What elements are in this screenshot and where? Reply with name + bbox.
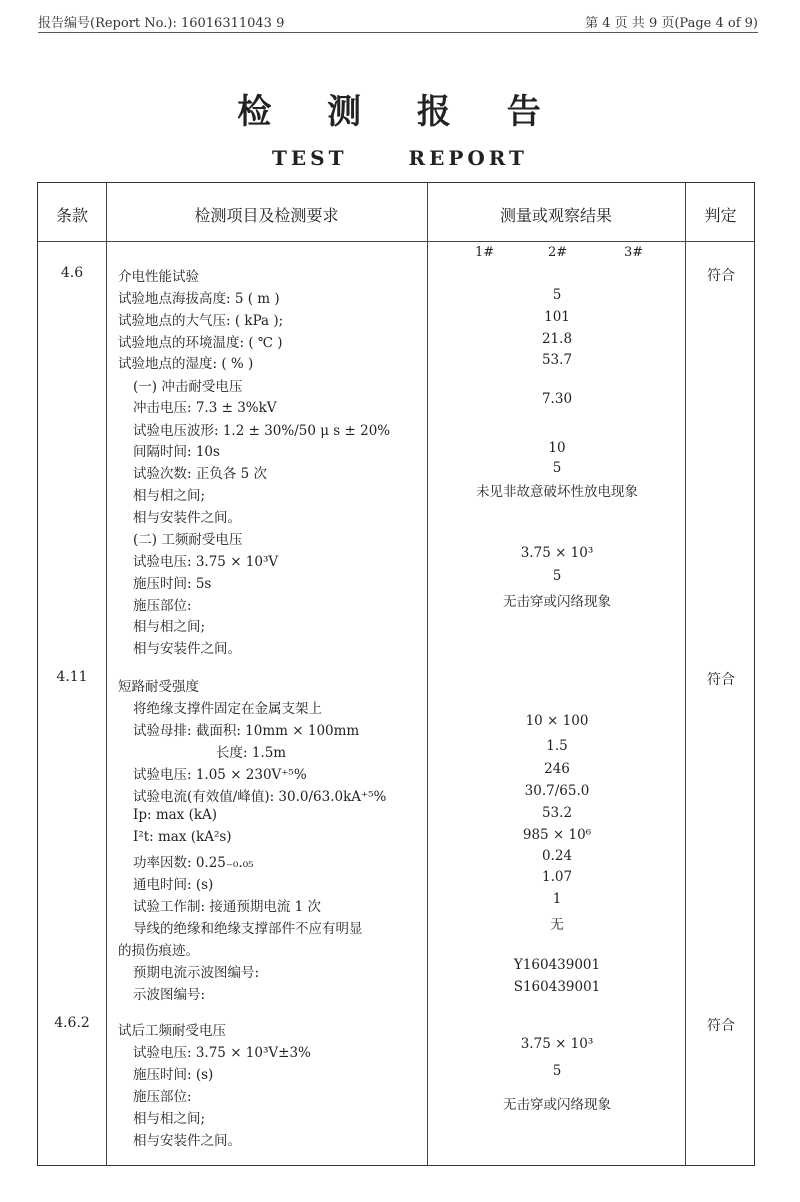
result-value: 10: [548, 440, 566, 456]
clause-number: 4.6.2: [54, 1015, 90, 1031]
requirement-line: 试验电流(有效值/峰值): 30.0/63.0kA⁺⁵%: [133, 789, 387, 805]
section-heading: 短路耐受强度: [118, 679, 199, 695]
column-divider: [106, 183, 107, 1165]
sample-header-3: 3#: [624, 245, 644, 260]
requirement-line: 试验电压: 1.05 × 230V⁺⁵%: [133, 767, 307, 783]
requirement-line: 相与相之间;: [133, 1111, 206, 1127]
requirement-line: 相与安装件之间。: [133, 510, 241, 526]
page-indicator: 第 4 页 共 9 页(Page 4 of 9): [585, 16, 758, 31]
requirement-line: 试验地点的大气压: ( kPa );: [118, 313, 284, 329]
requirement-line: 试验地点的环境温度: ( ℃ ): [118, 335, 283, 351]
header-row-divider: [38, 241, 754, 242]
sample-header-1: 1#: [475, 245, 495, 260]
requirement-line: 预期电流示波图编号:: [133, 965, 260, 981]
result-value: 3.75 × 10³: [520, 545, 594, 561]
result-value: 1.07: [541, 869, 573, 885]
result-value: 7.30: [541, 391, 573, 407]
requirement-line: Ip: max (kA): [133, 807, 218, 823]
requirement-line: I²t: max (kA²s): [133, 829, 232, 845]
requirement-line: 示波图编号:: [133, 987, 206, 1003]
requirement-line: 试验母排: 截面积: 10mm × 100mm: [133, 723, 360, 739]
title-chinese: 检 测 报 告: [237, 92, 563, 132]
requirement-line: 功率因数: 0.25₋₀.₀₅: [133, 855, 254, 871]
result-value: 985 × 10⁶: [522, 827, 592, 843]
result-value: 53.7: [541, 352, 573, 368]
requirement-line: 试验地点的湿度: ( % ): [118, 356, 254, 372]
requirement-line: 试验地点海拔高度: 5 ( m ): [118, 291, 280, 307]
requirement-line: 导线的绝缘和绝缘支撑部件不应有明显: [133, 921, 363, 937]
result-value: 5: [552, 568, 562, 584]
requirement-line: 试验电压: 3.75 × 10³V: [133, 554, 279, 570]
result-value: 未见非故意破坏性放电现象: [476, 484, 638, 500]
sample-header-2: 2#: [548, 245, 568, 260]
requirement-line: 试验工作制: 接通预期电流 1 次: [133, 899, 322, 915]
result-value: 5: [552, 287, 562, 303]
report-number: 报告编号(Report No.): 16016311043 9: [38, 16, 285, 31]
section-heading: 试后工频耐受电压: [118, 1023, 226, 1039]
requirement-line: 长度: 1.5m: [216, 745, 287, 761]
result-value: 0.24: [541, 848, 573, 864]
result-value: 101: [544, 309, 570, 325]
requirement-line: 间隔时间: 10s: [133, 444, 220, 460]
requirement-line: 施压时间: 5s: [133, 576, 212, 592]
column-header-result: 测量或观察结果: [499, 206, 612, 225]
requirement-line: 试验电压波形: 1.2 ± 30%/50 μ s ± 20%: [133, 423, 391, 439]
requirement-line: 试验电压: 3.75 × 10³V±3%: [133, 1045, 311, 1061]
verdict: 符合: [707, 268, 735, 284]
requirement-line: 将绝缘支撑件固定在金属支架上: [133, 701, 322, 717]
verdict: 符合: [707, 1018, 735, 1034]
subsection-heading: (一) 冲击耐受电压: [133, 379, 243, 395]
result-value: 无击穿或闪络现象: [503, 1097, 611, 1113]
result-value: 无击穿或闪络现象: [503, 594, 611, 610]
result-value: 5: [552, 460, 562, 476]
requirement-line: 冲击电压: 7.3 ± 3%kV: [133, 400, 277, 416]
title-english: TEST REPORT: [272, 146, 528, 170]
result-value: 1.5: [546, 738, 568, 754]
result-value: 1: [552, 891, 562, 907]
column-header-clause: 条款: [55, 206, 88, 225]
subsection-heading: (二) 工频耐受电压: [133, 532, 243, 548]
clause-number: 4.6: [60, 265, 84, 281]
result-value: 30.7/65.0: [524, 783, 590, 799]
result-value: 无: [550, 917, 564, 933]
result-value: 53.2: [541, 805, 573, 821]
report-table: [37, 182, 755, 1166]
result-value: 3.75 × 10³: [520, 1036, 594, 1052]
requirement-line: 相与安装件之间。: [133, 641, 241, 657]
requirement-line: 施压部位:: [133, 1089, 192, 1105]
clause-number: 4.11: [56, 669, 88, 685]
column-header-requirement: 检测项目及检测要求: [194, 206, 339, 225]
section-heading: 介电性能试验: [118, 269, 199, 285]
requirement-line: 试验次数: 正负各 5 次: [133, 466, 268, 482]
requirement-line: 相与相之间;: [133, 488, 206, 504]
result-value: 10 × 100: [525, 713, 589, 729]
requirement-line: 通电时间: (s): [133, 877, 214, 893]
verdict: 符合: [707, 672, 735, 688]
header-divider: [38, 32, 758, 33]
requirement-line: 的损伤痕迹。: [118, 943, 199, 959]
result-value: S160439001: [513, 979, 601, 995]
requirement-line: 施压时间: (s): [133, 1067, 214, 1083]
requirement-line: 相与相之间;: [133, 619, 206, 635]
column-header-verdict: 判定: [704, 206, 737, 225]
requirement-line: 相与安装件之间。: [133, 1133, 241, 1149]
result-value: 21.8: [541, 331, 573, 347]
result-value: Y160439001: [513, 957, 601, 973]
requirement-line: 施压部位:: [133, 598, 192, 614]
result-value: 246: [544, 761, 570, 777]
result-value: 5: [552, 1063, 562, 1079]
